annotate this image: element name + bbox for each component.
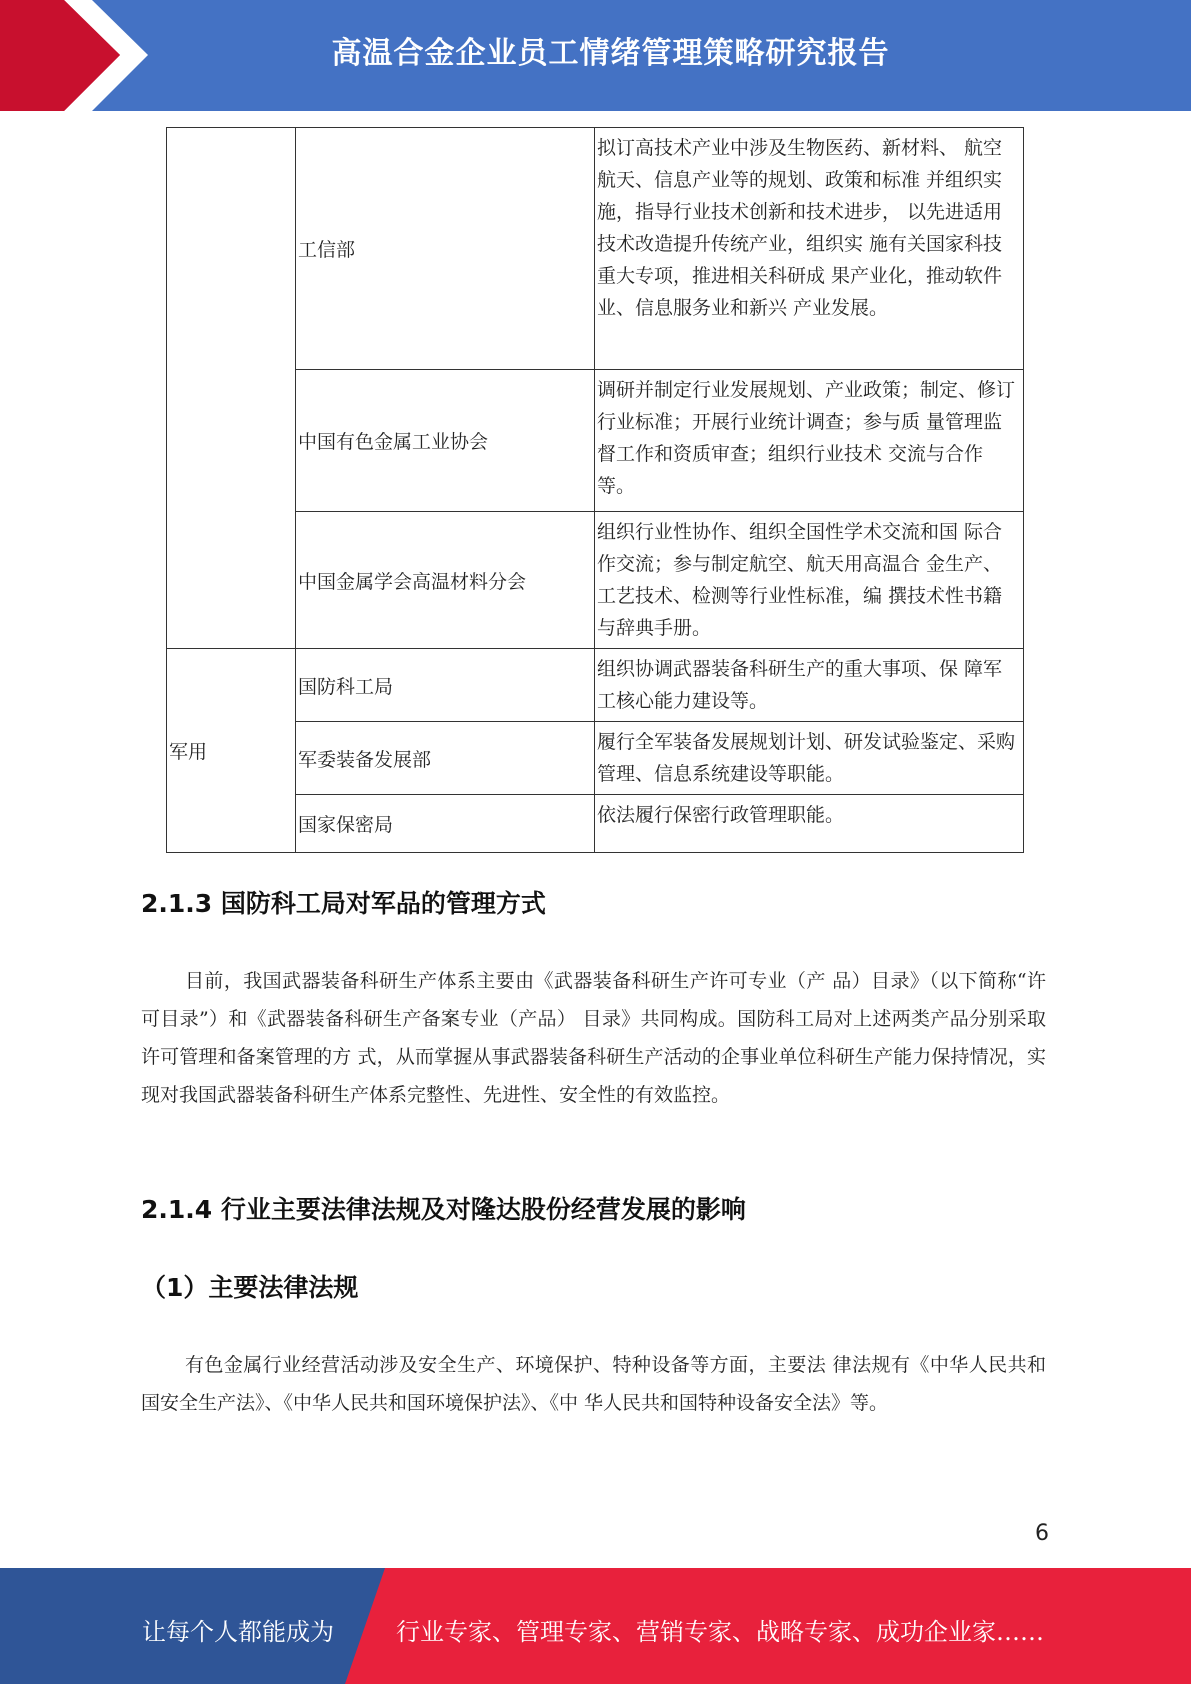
table-row [167,512,1024,649]
table-row [167,128,1024,370]
table-cell-desc: 组织协调武器装备科研生产的重大事项、保 障军工核心能力建设等。 [595,649,1024,722]
table-cell-desc: 履行全军装备发展规划计划、研发试验鉴定、采购管理、信息系统建设等职能。 [595,722,1024,795]
table-cell-org: 中国金属学会高温材料分会 [296,512,595,649]
table-cell-desc: 调研并制定行业发展规划、产业政策；制定、修订行业标准；开展行业统计调查；参与质 量管理监督工作和资质审查；组织行业技术 交流与合作等。 [595,370,1024,512]
page-number: 6 [1035,1521,1049,1546]
table-cell-desc: 依法履行保密行政管理职能。 [595,795,1024,853]
table-row [167,649,1024,722]
table-row [167,370,1024,512]
table-cell-org: 中国有色金属工业协会 [296,370,595,512]
table-cell-category [167,128,296,649]
document-title: 高温合金企业员工情绪管理策略研究报告 [331,36,890,71]
table-cell-desc: 拟订高技术产业中涉及生物医药、新材料、 航空航天、信息产业等的规划、政策和标准 并组织实施，指导行业技术创新和技术进步， 以先进适用技术改造提升传统产业，组织实 施有关国家科技重大专项，推进相关科研成 果产业化，推动软件业、信息服务业和新兴 产业发展。 [595,128,1024,370]
section-heading: 2.1.3 国防科工局对军品的管理方式 [141,889,546,918]
section-paragraph: 目前，我国武器装备科研生产体系主要由《武器装备科研生产许可专业（产 品）目录》（以下简称“许可目录”）和《武器装备科研生产备案专业（产品） 目录》共同构成。国防科工局对上述两类产品分别采取许可管理和备案管理的方 式，从而掌握从事武器装备科研生产活动的企事业单位科研生产能力保持情况，实现对我国武器装备科研生产体系完整性、先进性、安全性的有效监控。 [141,970,1046,1106]
table-cell-org: 国防科工局 [296,649,595,722]
table-row [167,722,1024,795]
section-heading: 2.1.4 行业主要法律法规及对隆达股份经营发展的影响 [141,1195,746,1224]
header-chevron-icon [0,0,160,111]
table-cell-category: 军用 [167,649,296,853]
table-cell-org: 工信部 [296,128,595,370]
footer-slogan-right: 行业专家、管理专家、营销专家、战略专家、成功企业家…… [396,1618,1044,1646]
table-cell-org: 军委装备发展部 [296,722,595,795]
footer-slogan-left: 让每个人都能成为 [142,1618,334,1646]
page-header [0,0,1191,111]
table-cell-org: 国家保密局 [296,795,595,853]
subsection-heading: （1）主要法律法规 [141,1273,359,1302]
section-paragraph: 有色金属行业经营活动涉及安全生产、环境保护、特种设备等方面，主要法 律法规有《中华人民共和国安全生产法》、《中华人民共和国环境保护法》、《中 华人民共和国特种设备安全法》等。 [141,1354,1046,1414]
organization-table [166,127,1024,853]
table-row [167,795,1024,853]
table-cell-desc: 组织行业性协作、组织全国性学术交流和国 际合作交流；参与制定航空、航天用高温合 金生产、工艺技术、检测等行业性标准，编 撰技术性书籍与辞典手册。 [595,512,1024,649]
